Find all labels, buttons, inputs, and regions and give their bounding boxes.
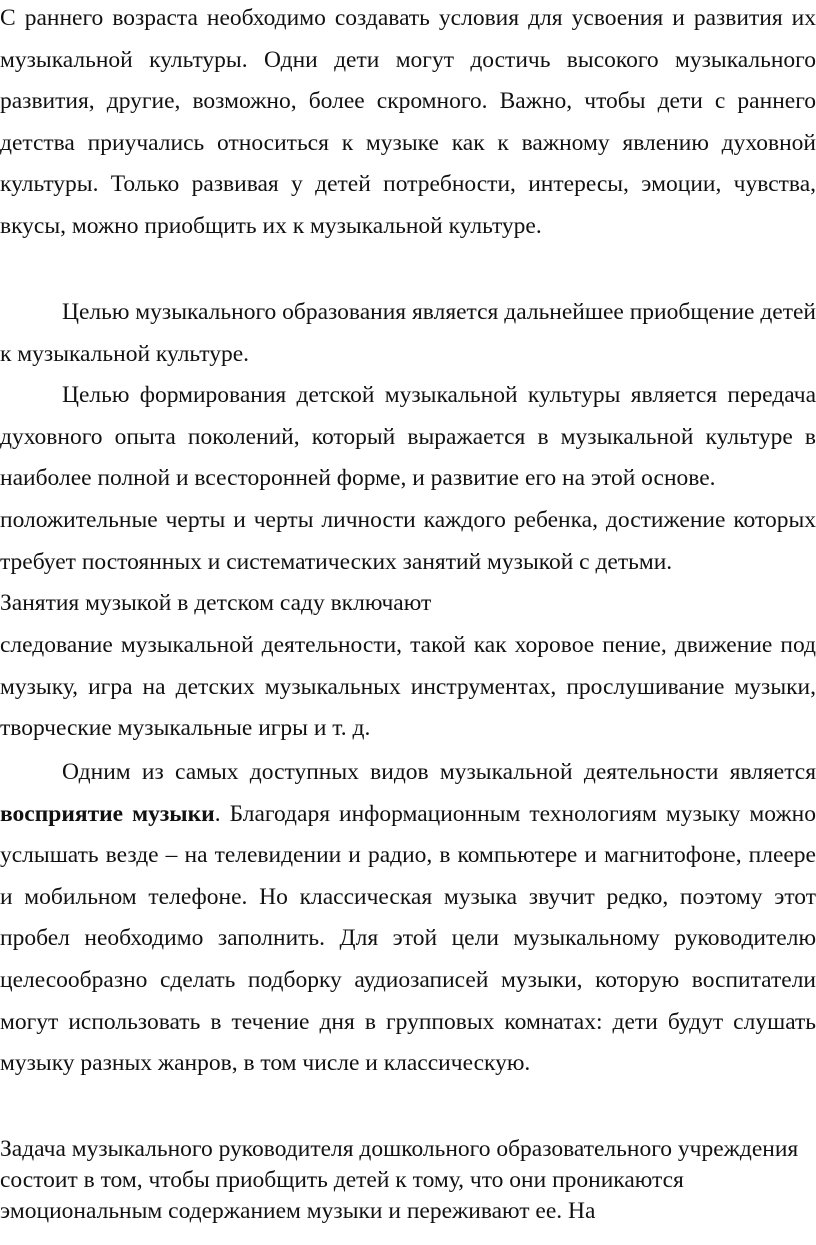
- paragraph-music-perception: [0, 752, 816, 1085]
- paragraph-positive-traits: положительные черты и черты личности каждого ребенка, достижение которых требует постоянных и систематических занятий музыкой с детьми.: [0, 507, 816, 575]
- paragraph-lessons-include: Занятия музыкой в детском саду включают: [0, 590, 432, 616]
- paragraph-culture-goal: Целью формирования детской музыкальной культуры является передача духовного опыта поколений, который выражается в музыкальной культуре в наиболее полной и всесторонней форме, и развитие его на этой основе.: [0, 382, 816, 492]
- paragraph-director-task: Задача музыкального руководителя дошкольного образовательного учреждения состоит в том, чтобы приобщить детей к тому, что они проникаются эмоциональным содержанием музыки и переживают ее. На: [0, 1136, 799, 1224]
- paragraph-activities: следование музыкальной деятельности, такой как хоровое пение, движение под музыку, игра на детских музыкальных инструментах, прослушивание музыки, творческие музыкальные игры и т. д.: [0, 632, 816, 742]
- paragraph-intro: С раннего возраста необходимо создавать условия для усвоения и развития их музыкальной культуры. Одни дети могут достичь высокого музыкального развития, другие, возможно, более скромного. Важно, чтобы дети с раннего детства приучались относиться к музыке как к важному явлению духовной культуры. Только развивая у детей потребности, интересы, эмоции, чувства, вкусы, можно приобщить их к музыкальной культуре.: [0, 5, 816, 239]
- paragraph-education-goal: Целью музыкального образования является дальнейшее приобщение детей к музыкальной культуре.: [0, 299, 816, 367]
- perception-rest-text: . Благодаря информационным технологиям музыку можно услышать везде – на телевидении и радио, в компьютере и магнитофоне, плеере и мобильном телефоне. Но классическая музыка звучит редко, поэтому этот пробел необходимо заполнить. Для этой цели музыкальному руководителю целесообразно сделать подборку аудиозаписей музыки, которую воспитатели могут использовать в течение дня в групповых комнатах: дети будут слушать музыку разных жанров, в том числе и классическую.: [0, 800, 816, 1077]
- perception-bold-term: восприятие музыки: [0, 800, 215, 827]
- perception-lead-text: Одним из самых доступных видов музыкальной деятельности является: [62, 759, 816, 785]
